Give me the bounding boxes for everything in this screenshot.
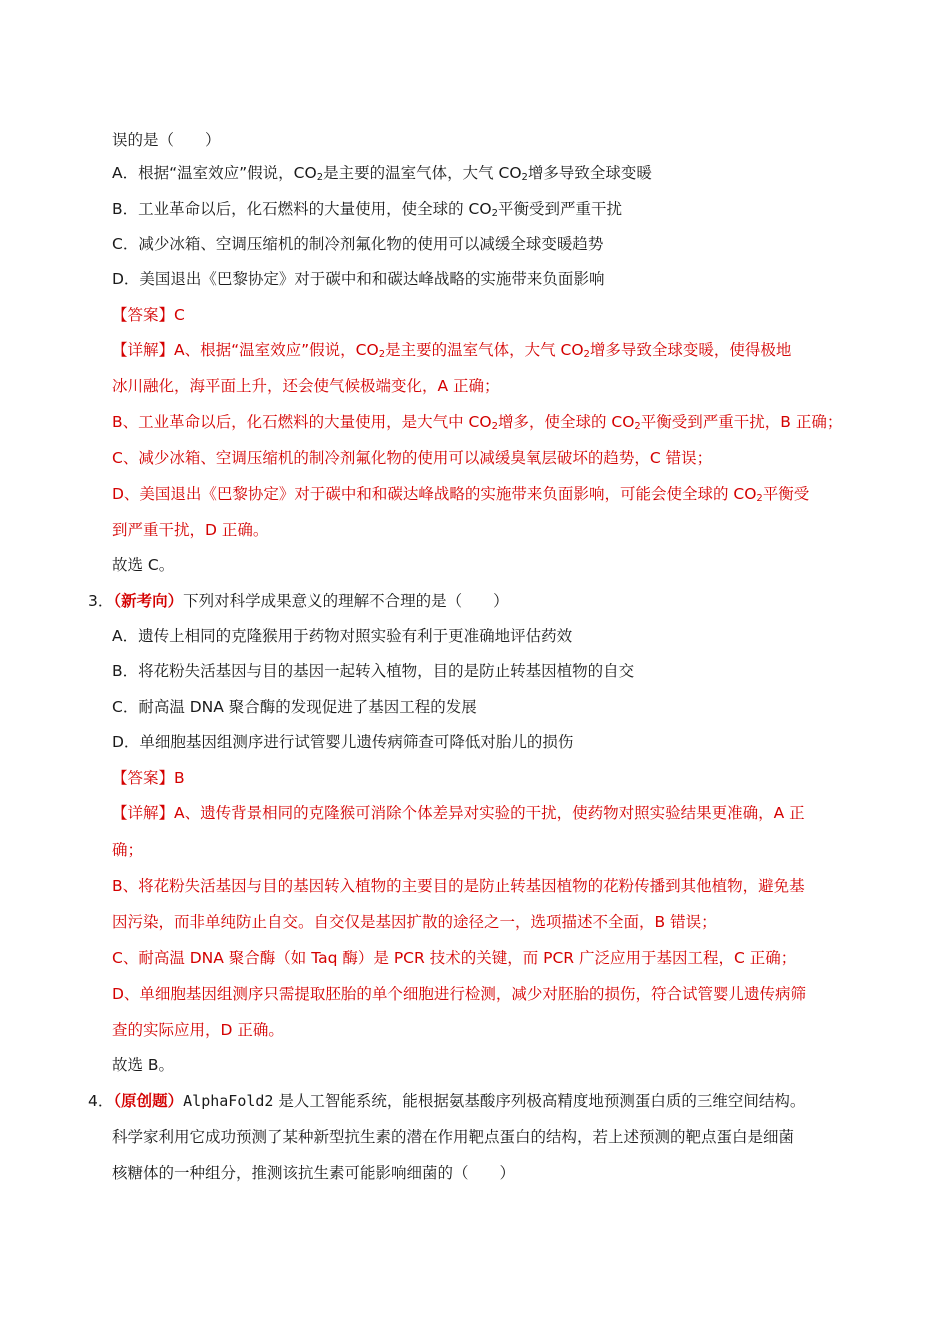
- q3-detail-b: B、将花粉失活基因与目的基因转入植物的主要目的是防止转基因植物的花粉传播到其他植物，避免基: [112, 877, 805, 895]
- q3-option-d: D．单细胞基因组测序进行试管婴儿遗传病筛查可降低对胎儿的损伤: [112, 733, 574, 751]
- q3-detail-c: C、耐高温 DNA 聚合酶（如 Taq 酶）是 PCR 技术的关键，而 PCR 广泛应用于基因工程，C 正确；: [112, 949, 797, 967]
- q2-detail-a: 【详解】A、根据“温室效应”假说，$CO_2$是主要的温室气体，大气 $CO_2$增多导致全球变暖，使得极地: [112, 341, 792, 360]
- q3-tag: （新考向）: [113, 592, 184, 610]
- q3-answer: 【答案】B: [112, 769, 185, 787]
- q2-answer: 【答案】C: [112, 306, 185, 324]
- q3-detail-b-cont: 因污染，而非单纯防止自交。自交仅是基因扩散的途径之一，选项描述不全面，B 错误；: [112, 913, 717, 931]
- q3-option-c: C．耐高温 DNA 聚合酶的发现促进了基因工程的发展: [112, 698, 477, 716]
- q3-option-a: A．遗传上相同的克隆猴用于药物对照实验有利于更准确地评估药效: [112, 627, 573, 645]
- q2-detail-b: B、工业革命以后，化石燃料的大量使用，是大气中 $CO_2$增多，使全球的 $CO_2$平衡受到严重干扰，B 正确；: [112, 413, 843, 432]
- q2-option-c: C．减少冰箱、空调压缩机的制冷剂氟化物的使用可以减缓全球变暖趋势: [112, 235, 604, 253]
- q2-detail-c: C、减少冰箱、空调压缩机的制冷剂氟化物的使用可以减缓臭氧层破坏的趋势，C 错误；: [112, 449, 713, 467]
- q3-detail-d-cont: 查的实际应用，D 正确。: [112, 1021, 284, 1039]
- q2-stem-tail: 误的是（ ）: [112, 131, 221, 149]
- q3-detail-a: 【详解】A、遗传背景相同的克隆猴可消除个体差异对实验的干扰，使药物对照实验结果更准确，A 正: [112, 804, 805, 822]
- q3-detail-a-cont: 确；: [112, 841, 144, 859]
- q3-option-b: B．将花粉失活基因与目的基因一起转入植物，目的是防止转基因植物的自交: [112, 662, 635, 680]
- q2-conclusion: 故选 C。: [112, 556, 175, 574]
- q2-detail-d-cont: 到严重干扰，D 正确。: [112, 521, 269, 539]
- q3-detail-d: D、单细胞基因组测序只需提取胚胎的单个细胞进行检测，减少对胚胎的损伤，符合试管婴儿遗传病筛: [112, 985, 806, 1003]
- q3-stem: 3．（新考向）下列对科学成果意义的理解不合理的是（ ）: [88, 592, 509, 610]
- q2-detail-d: D、美国退出《巴黎协定》对于碳中和和碳达峰战略的实施带来负面影响，可能会使全球的 $CO_2$平衡受: [112, 485, 810, 504]
- q2-option-d: D．美国退出《巴黎协定》对于碳中和和碳达峰战略的实施带来负面影响: [112, 270, 605, 288]
- q2-option-b: B．工业革命以后，化石燃料的大量使用，使全球的 $CO_2$平衡受到严重干扰: [112, 200, 622, 219]
- q4-tag: （原创题）: [113, 1092, 184, 1110]
- q2-option-a: A．根据“温室效应”假说，$CO_2$是主要的温室气体，大气 $CO_2$增多导致全球变暖: [112, 164, 652, 183]
- q2-detail-a-cont: 冰川融化，海平面上升，还会使气候极端变化，A 正确；: [112, 377, 500, 395]
- q3-conclusion: 故选 B。: [112, 1056, 175, 1074]
- q4-stem: 4．（原创题）AlphaFold2 是人工智能系统，能根据氨基酸序列极高精度地预测蛋白质的三维空间结构。: [88, 1092, 806, 1110]
- q4-stem-cont-1: 科学家利用它成功预测了某种新型抗生素的潜在作用靶点蛋白的结构，若上述预测的靶点蛋白是细菌: [112, 1128, 795, 1146]
- q4-stem-cont-2: 核糖体的一种组分，推测该抗生素可能影响细菌的（ ）: [112, 1164, 516, 1182]
